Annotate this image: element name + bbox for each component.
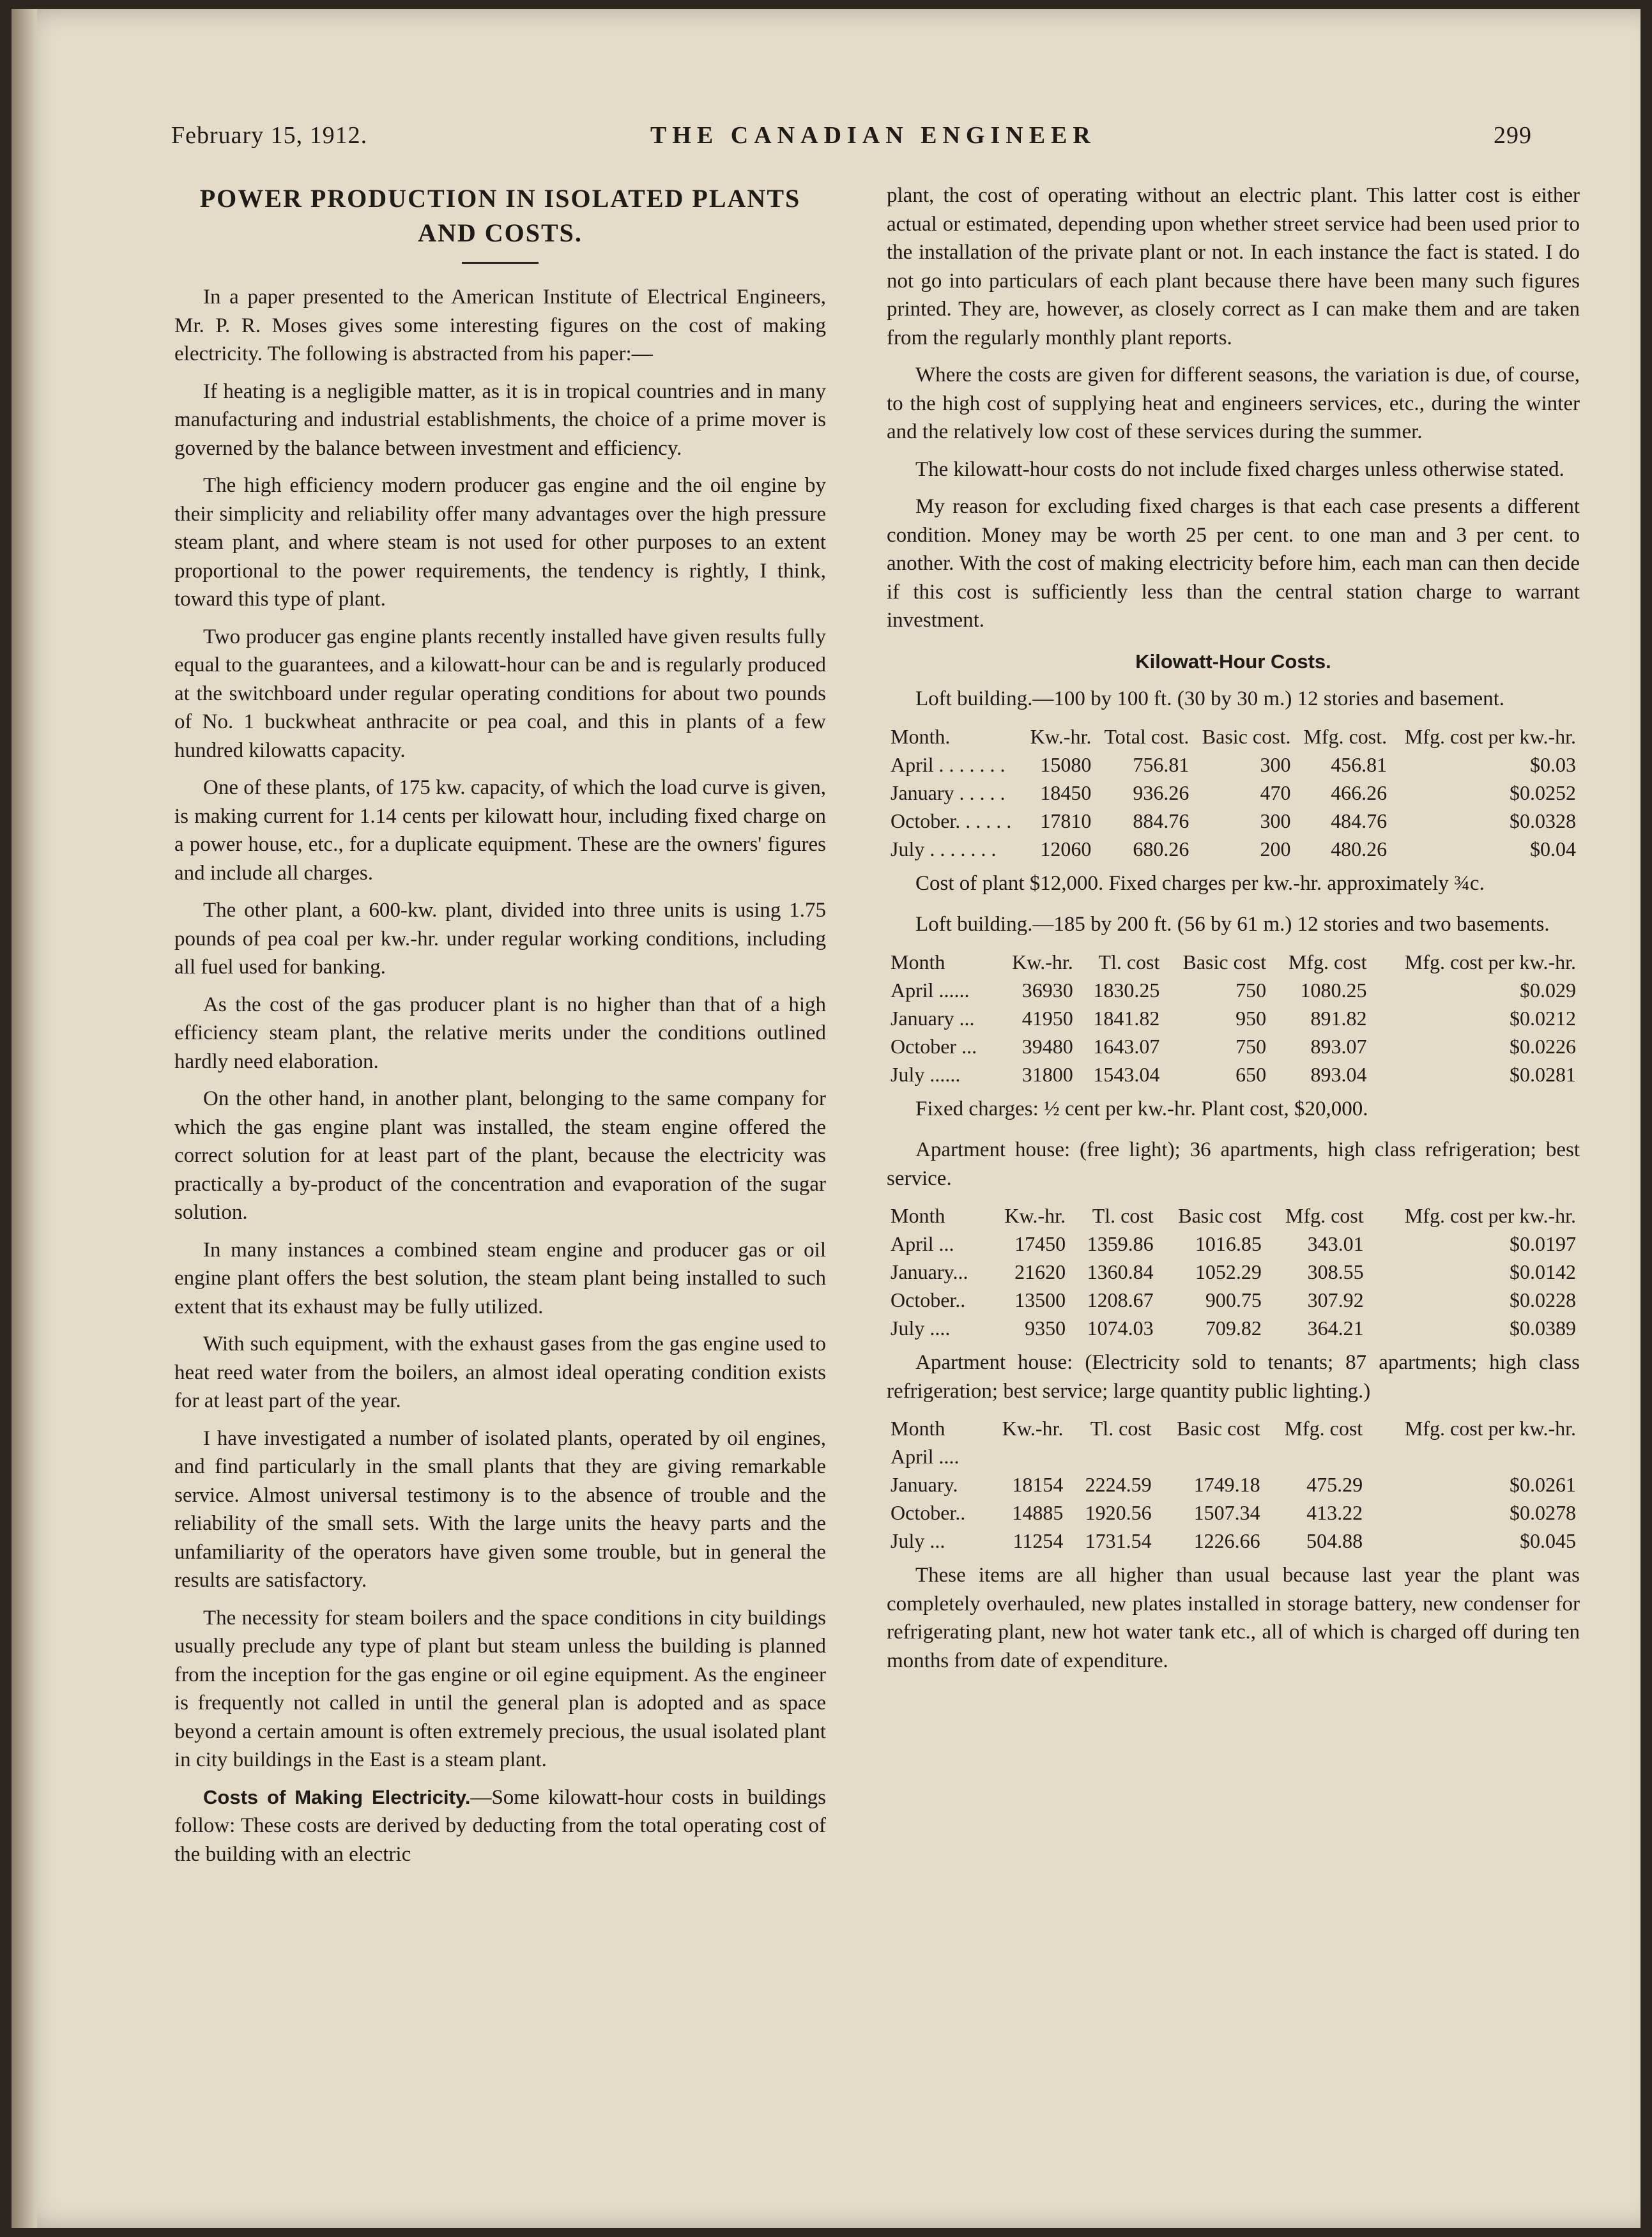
cost-table <box>887 1202 1580 1342</box>
table-header-row <box>887 722 1580 751</box>
paragraph: The kilowatt-hour costs do not include fixed charges unless otherwise stated. <box>915 457 1564 481</box>
table-row <box>887 1004 1580 1032</box>
paragraph: The high efficiency modern producer gas engine and the oil engine by their simplicity and reliability offer many advantages over the high pressure steam plant, and where steam is not used for other purposes to an extent proportional to the power requirements, the tendency is rightly, I think, toward this type of plant. <box>174 474 826 611</box>
table-cell: 893.07 <box>1310 1034 1367 1058</box>
table-cell: 21620 <box>1014 1260 1066 1283</box>
column-header: Kw.-hr. <box>1004 1204 1066 1227</box>
table-cell: 456.81 <box>1331 752 1388 776</box>
table-row <box>887 1060 1580 1088</box>
cost-table <box>887 948 1580 1088</box>
paragraph: plant, the cost of operating without an electric plant. This latter cost is either actual or estimated, depending upon whether street service had been used prior to the installation of the private plant or not. In each instance the fact is stated. I do not go into particulars of each plant because there have been many such figures printed. They are, however, as closely correct as I can make them and are taken from the regularly monthly plant reports. <box>887 184 1580 349</box>
table-cell: $0.0252 <box>1510 781 1576 804</box>
title-rule <box>462 262 539 264</box>
table-intro: Apartment house: (Electricity sold to tenants; 87 apartments; high class refrigeration; best service; large quantity public lighting.) <box>887 1351 1580 1403</box>
column-header: Kw.-hr. <box>1030 724 1092 748</box>
table-cell: $0.0142 <box>1510 1260 1576 1283</box>
table-cell: 709.82 <box>1205 1317 1262 1340</box>
costs-paragraph <box>174 1783 826 1869</box>
table-row <box>887 976 1580 1004</box>
column-header: Month <box>891 950 945 973</box>
table-cell: 475.29 <box>1306 1473 1363 1496</box>
table-cell: 466.26 <box>1331 781 1388 804</box>
table-cell: 36930 <box>1021 978 1073 1002</box>
table-cell: October.. <box>891 1501 966 1524</box>
paragraph: As the cost of the gas producer plant is no higher than that of a high efficiency steam plant, the relative merits under the conditions outlined hardly need elaboration. <box>174 993 826 1073</box>
column-header: Mfg. cost per kw.-hr. <box>1404 1417 1576 1440</box>
cost-table <box>887 722 1580 863</box>
table-cell: October ... <box>891 1034 977 1058</box>
table-cell: 1543.04 <box>1093 1062 1160 1086</box>
table-cell: 1507.34 <box>1193 1501 1260 1524</box>
table-cell: 300 <box>1260 752 1291 776</box>
table-header-row <box>887 1414 1580 1442</box>
table-cell: 1920.56 <box>1085 1501 1152 1524</box>
section-heading: Kilowatt-Hour Costs. <box>1135 650 1331 673</box>
table-cell: 1359.86 <box>1087 1232 1154 1255</box>
table-cell: 343.01 <box>1307 1232 1364 1255</box>
table-cell: July .... <box>891 1317 951 1340</box>
table-cell: $0.0389 <box>1510 1317 1576 1340</box>
table-cell: 15080 <box>1040 752 1092 776</box>
paragraph: If heating is a negligible matter, as it is in tropical countries and in many manufacturing and industrial establishments, the choice of a prime mover is governed by the balance between investment and efficiency. <box>174 379 826 460</box>
table-cell: 650 <box>1235 1062 1267 1086</box>
column-header: Basic cost <box>1177 1417 1260 1440</box>
table-cell: 1841.82 <box>1093 1006 1160 1030</box>
table-cell: $0.0212 <box>1510 1006 1576 1030</box>
cost-table <box>887 1414 1580 1555</box>
table-cell: 14885 <box>1012 1501 1064 1524</box>
table-cell: $0.045 <box>1520 1529 1576 1552</box>
table-cell: 18450 <box>1040 781 1092 804</box>
table-cell: 307.92 <box>1307 1288 1364 1311</box>
column-header: Basic cost. <box>1202 724 1291 748</box>
table-cell: $0.029 <box>1520 978 1576 1002</box>
table-cell: 31800 <box>1021 1062 1073 1086</box>
column-header: Month <box>891 1204 945 1227</box>
cost-tables <box>887 685 1580 1555</box>
paragraph: The necessity for steam boilers and the space conditions in city buildings usually preclude any type of plant but steam unless the building is planned from the inception for the gas engine or oil egine equipment. As the engineer is frequently not called in until the general plan is adopted and as space beyond a certain amount is often extremely precious, the usual isolated plant in city buildings in the East is a steam plant. <box>174 1606 826 1771</box>
table-cell: 884.76 <box>1133 809 1189 832</box>
table-row <box>887 1032 1580 1060</box>
table-cell: $0.0328 <box>1510 809 1576 832</box>
paragraph: Two producer gas engine plants recently installed have given results fully equal to the guarantees, and a kilowatt-hour can be and is regularly produced at the switchboard under regular operating conditions for about two pounds of No. 1 buckwheat anthracite or pea coal, and this in plants of a few hundred kilowatts capacity. <box>174 625 826 762</box>
column-header: Mfg. cost per kw.-hr. <box>1404 724 1576 748</box>
article-title: POWER PRODUCTION IN ISOLATED PLANTS AND COSTS. <box>199 184 801 247</box>
table-cell: 300 <box>1260 809 1291 832</box>
table-cell: 1226.66 <box>1193 1529 1260 1552</box>
table-cell: 18154 <box>1012 1473 1064 1496</box>
table-cell: July . . . . . . . <box>891 837 997 860</box>
table-cell: 750 <box>1235 978 1267 1002</box>
table-cell: 13500 <box>1014 1288 1066 1311</box>
table-cell: January . . . . . <box>891 781 1006 804</box>
table-cell <box>1067 1442 1155 1470</box>
table-cell: 950 <box>1235 1006 1267 1030</box>
table-row <box>887 1527 1580 1555</box>
column-header: Tl. cost <box>1090 1417 1152 1440</box>
paragraph: On the other hand, in another plant, belonging to the same company for which the gas engine plant was installed, the steam engine offered the correct solution for at least part of the plant, because the electricity was practically a by-product of the concentration and evaporation of the sugar solution. <box>174 1087 826 1224</box>
page-spine-shadow <box>11 9 37 2228</box>
table-cell: $0.04 <box>1530 837 1576 860</box>
table-cell: 12060 <box>1040 837 1092 860</box>
table-cell: 750 <box>1235 1034 1267 1058</box>
paragraph: The other plant, a 600-kw. plant, divided into three units is using 1.75 pounds of pea coal per kw.-hr. under regular working conditions, including all fuel used for banking. <box>174 899 826 979</box>
table-row <box>887 807 1580 835</box>
paragraph: I have investigated a number of isolated plants, operated by oil engines, and find particularly in the small plants that they are giving remarkable service. Almost universal testimony is to the absence of trouble and the reliability of the small sets. With the large units the heavy parts and the unfamiliarity of the operators have given some trouble, but in general the results are satisfactory. <box>174 1426 826 1592</box>
paragraph: Where the costs are given for different seasons, the variation is due, of course, to the high cost of supplying heat and engineers services, etc., during the winter and the relatively low cost of these services during the summer. <box>887 363 1580 443</box>
table-cell: 39480 <box>1021 1034 1073 1058</box>
table-intro: Apartment house: (free light); 36 apartments, high class refrigeration; best service. <box>887 1138 1580 1190</box>
table-row <box>887 1258 1580 1286</box>
table-intro: Loft building.—100 by 100 ft. (30 by 30 m.) 12 stories and basement. <box>915 687 1505 710</box>
table-cell: $0.0228 <box>1510 1288 1576 1311</box>
table-header-row <box>887 1202 1580 1230</box>
table-cell: 1080.25 <box>1300 978 1367 1002</box>
paragraph: With such equipment, with the exhaust gases from the gas engine used to heat reed water from the boilers, an almost ideal operating condition exists for at least part of the year. <box>174 1332 826 1412</box>
table-cell: $0.0261 <box>1510 1473 1576 1496</box>
table-cell <box>1264 1442 1366 1470</box>
paragraph: In a paper presented to the American Institute of Electrical Engineers, Mr. P. R. Moses gives some interesting figures on the cost of making electricity. The following is abstracted from his paper:— <box>174 286 826 365</box>
costs-subheading: Costs of Making Electricity. <box>203 1785 471 1808</box>
table-cell: 756.81 <box>1133 752 1189 776</box>
table-cell: $0.0226 <box>1510 1034 1576 1058</box>
table-row <box>887 1470 1580 1499</box>
table-cell: 1731.54 <box>1085 1529 1152 1552</box>
table-cell: 1016.85 <box>1195 1232 1262 1255</box>
table-header-row <box>887 948 1580 976</box>
table-cell: 413.22 <box>1306 1501 1363 1524</box>
table-note: Cost of plant $12,000. Fixed charges per kw.-hr. approximately ¾c. <box>915 871 1485 895</box>
table-cell: April ...... <box>891 978 970 1002</box>
table-cell: April ... <box>891 1232 954 1255</box>
table-cell: April . . . . . . . <box>891 752 1006 776</box>
table-cell: 308.55 <box>1307 1260 1364 1283</box>
column-header: Basic cost <box>1182 950 1267 973</box>
table-cell: 11254 <box>1013 1529 1064 1552</box>
table-cell: $0.03 <box>1530 752 1576 776</box>
table-cell <box>985 1442 1067 1470</box>
table-cell: 893.04 <box>1310 1062 1367 1086</box>
table-cell: October.. <box>891 1288 966 1311</box>
table-cell: 17450 <box>1014 1232 1066 1255</box>
column-header: Kw.-hr. <box>1002 1417 1064 1440</box>
table-cell: 504.88 <box>1306 1529 1363 1552</box>
table-cell: $0.0281 <box>1510 1062 1576 1086</box>
table-cell: 17810 <box>1040 809 1092 832</box>
table-cell: $0.0197 <box>1510 1232 1576 1255</box>
table-cell: 9350 <box>1025 1317 1066 1340</box>
page-number: 299 <box>1494 122 1532 149</box>
column-header: Mfg. cost <box>1285 1204 1364 1227</box>
table-row <box>887 1442 1580 1470</box>
table-row <box>887 1499 1580 1527</box>
table-cell: April .... <box>891 1445 960 1468</box>
table-row <box>887 751 1580 779</box>
table-cell: October. . . . . . <box>891 809 1012 832</box>
table-cell: $0.0278 <box>1510 1501 1576 1524</box>
table-cell: 484.76 <box>1331 809 1388 832</box>
table-cell: July ...... <box>891 1062 961 1086</box>
table-row <box>887 1286 1580 1314</box>
column-header: Tl. cost <box>1092 1204 1154 1227</box>
paragraph: One of these plants, of 175 kw. capacity, of which the load curve is given, is making current for 1.14 cents per kilowatt hour, including fixed charge on a power house, etc., for a duplicate equipment. These are the owners' figures and include all charges. <box>174 776 826 885</box>
table-cell: 900.75 <box>1205 1288 1262 1311</box>
table-note: Fixed charges: ½ cent per kw.-hr. Plant cost, $20,000. <box>915 1097 1368 1120</box>
table-cell: 364.21 <box>1307 1317 1364 1340</box>
table-row <box>887 835 1580 863</box>
table-cell: 1749.18 <box>1193 1473 1260 1496</box>
column-header: Mfg. cost <box>1288 950 1367 973</box>
table-cell: 1208.67 <box>1087 1288 1154 1311</box>
table-row <box>887 1314 1580 1342</box>
table-cell: 480.26 <box>1331 837 1388 860</box>
table-cell: 470 <box>1260 781 1291 804</box>
issue-date: February 15, 1912. <box>171 122 368 149</box>
column-header: Mfg. cost <box>1284 1417 1363 1440</box>
table-cell: 41950 <box>1021 1006 1073 1030</box>
table-cell <box>1156 1442 1264 1470</box>
table-cell <box>1366 1442 1580 1470</box>
paragraph: My reason for excluding fixed charges is that each case presents a different condition. Money may be worth 25 per cent. to one man and 3 per cent. to another. With the cost of making electricity before him, each man can then decide if this cost is sufficiently less than the central station charge to warrant investment. <box>887 495 1580 632</box>
left-column <box>174 181 826 1877</box>
table-cell: January... <box>891 1260 968 1283</box>
table-cell: January ... <box>891 1006 975 1030</box>
table-cell: 200 <box>1260 837 1291 860</box>
table-cell: July ... <box>891 1529 945 1552</box>
column-header: Kw.-hr. <box>1012 950 1073 973</box>
table-cell: 1643.07 <box>1093 1034 1160 1058</box>
right-column <box>887 181 1580 1684</box>
column-header: Month <box>891 1417 945 1440</box>
journal-title: THE CANADIAN ENGINEER <box>650 122 1096 149</box>
table-intro: Loft building.—185 by 200 ft. (56 by 61 m.) 12 stories and two basements. <box>915 913 1550 936</box>
magazine-page <box>11 9 1641 2228</box>
table-cell: 891.82 <box>1310 1006 1367 1030</box>
column-header: Mfg. cost per kw.-hr. <box>1404 950 1576 973</box>
column-header: Month. <box>891 724 951 748</box>
table-cell: 1830.25 <box>1093 978 1160 1002</box>
table-cell: 680.26 <box>1133 837 1189 860</box>
table-cell: 1052.29 <box>1195 1260 1262 1283</box>
table-cell: 936.26 <box>1133 781 1189 804</box>
column-header: Total cost. <box>1104 724 1189 748</box>
column-header: Tl. cost <box>1098 950 1160 973</box>
table-cell: 1360.84 <box>1087 1260 1154 1283</box>
costs-text: —Some kilowatt-hour costs in buildings follow: These costs are derived by deducting from the total operating cost of the building with an electric <box>174 1785 827 1866</box>
table-row <box>887 779 1580 807</box>
column-header: Mfg. cost per kw.-hr. <box>1404 1204 1576 1227</box>
table-cell: 2224.59 <box>1085 1473 1152 1496</box>
paragraph: In many instances a combined steam engine and producer gas or oil engine plant offers the best solution, the steam plant being installed to such extent that its exhaust may be fully utilized. <box>174 1238 826 1318</box>
table-cell: January. <box>891 1473 958 1496</box>
table-row <box>887 1230 1580 1258</box>
closing-paragraph: These items are all higher than usual because last year the plant was completely overhauled, new plates installed in storage battery, new condenser for refrigerating plant, new hot water tank etc., all of which is charged off during ten months from date of expenditure. <box>887 1564 1580 1672</box>
column-header: Mfg. cost. <box>1303 724 1388 748</box>
table-cell: 1074.03 <box>1087 1317 1154 1340</box>
column-header: Basic cost <box>1178 1204 1262 1227</box>
